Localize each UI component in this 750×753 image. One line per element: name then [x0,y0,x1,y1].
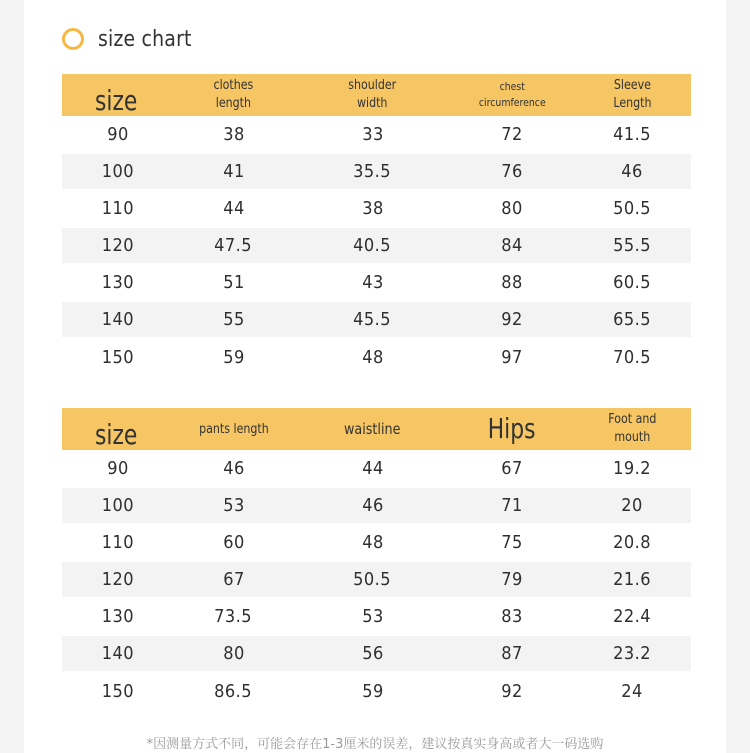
measurement-cell [573,338,691,375]
cell-value: 46 [361,495,384,516]
cell-value: 150 [101,346,134,368]
measurement-cell [173,153,294,190]
cell-value: 40.5 [353,235,392,256]
cell-value: 20 [621,495,643,516]
size-cell [62,153,173,190]
measurement-cell [294,561,451,598]
size-cell [62,301,173,338]
size-cell [62,227,173,264]
measurement-cell [451,153,573,190]
measurement-cell [294,227,451,264]
cell-value: 73.5 [214,606,253,627]
measurement-cell [573,598,691,635]
cell-value: 120 [101,235,134,256]
section-title: size chart [98,26,192,52]
cell-value: 80 [222,643,245,664]
table-row [62,190,691,227]
table-row [62,264,691,301]
measurement-cell [451,450,573,487]
measurement-cell [451,561,573,598]
cell-value: 79 [501,569,523,590]
cell-value: 46 [222,457,245,479]
measurement-cell [173,450,294,487]
measurement-cell [451,116,573,153]
cell-value: 33 [361,123,384,145]
measurement-cell [173,116,294,153]
cell-value: 67 [222,569,245,590]
cell-value: 87 [501,643,523,664]
cell-value: 71 [501,495,523,516]
table-row [62,450,691,487]
header-label: shoulder width [348,78,397,111]
measurement-cell [451,487,573,524]
size-cell [62,672,173,709]
cell-value: 23.2 [613,643,651,664]
size-cell [62,598,173,635]
circle-bullet-icon [62,28,84,50]
cell-value: 80 [501,198,523,219]
cell-value: 90 [106,457,129,479]
measurement-cell [451,672,573,709]
table-header-row [62,408,691,450]
measurement-cell [173,338,294,375]
measurement-cell [573,301,691,338]
measurement-cell [173,227,294,264]
cell-value: 24 [621,680,643,702]
table-row [62,635,691,672]
cell-value: 97 [501,346,523,368]
size-cell [62,190,173,227]
cell-value: 44 [361,457,384,479]
cell-value: 72 [501,123,523,145]
cell-value: 43 [361,272,384,293]
measurement-cell [451,524,573,561]
table-row [62,524,691,561]
size-cell [62,561,173,598]
measurement-cell [573,450,691,487]
header-cell [451,74,573,116]
measurement-cell [173,264,294,301]
bottom-size-table [62,408,691,709]
header-label: waistline [344,419,401,438]
header-cell [294,74,451,116]
cell-value: 59 [361,680,384,702]
table-row [62,338,691,375]
header-cell [294,408,451,450]
measurement-cell [173,598,294,635]
measurement-cell [173,487,294,524]
cell-value: 86.5 [214,680,253,702]
measurement-cell [294,264,451,301]
table-row [62,672,691,709]
table-row [62,487,691,524]
header-label: clothes length [213,78,254,111]
cell-value: 83 [501,606,523,627]
cell-value: 140 [101,309,134,330]
measurement-cell [173,672,294,709]
measurement-cell [451,190,573,227]
size-cell [62,116,173,153]
cell-value: 130 [101,272,134,293]
cell-value: 100 [101,161,134,182]
cell-value: 84 [501,235,523,256]
cell-value: 41 [222,161,245,182]
cell-value: 50.5 [613,198,651,219]
measurement-cell [173,561,294,598]
measurement-cell [294,598,451,635]
cell-value: 100 [101,495,134,516]
cell-value: 67 [501,457,523,479]
cell-value: 55.5 [613,235,651,256]
cell-value: 60.5 [613,272,651,293]
header-cell [173,408,294,450]
cell-value: 140 [101,643,134,664]
measurement-cell [173,524,294,561]
cell-value: 41.5 [613,123,651,145]
measurement-cell [294,487,451,524]
cell-value: 21.6 [613,569,651,590]
measurement-cell [573,561,691,598]
measurement-cell [173,301,294,338]
cell-value: 56 [361,643,384,664]
header-cell [573,408,691,450]
measurement-cell [294,338,451,375]
measurement-cell [451,301,573,338]
measurement-cell [573,153,691,190]
measurement-cell [451,598,573,635]
measurement-cell [451,227,573,264]
size-cell [62,487,173,524]
measurement-cell [451,338,573,375]
cell-value: 110 [101,198,134,219]
cell-value: 60 [222,532,245,553]
cell-value: 53 [222,495,245,516]
measurement-cell [294,116,451,153]
cell-value: 46 [621,161,643,182]
table-row [62,116,691,153]
measurement-cell [294,190,451,227]
cell-value: 51 [222,272,245,293]
header-label: Sleeve Length [612,78,652,111]
size-cell [62,635,173,672]
header-label: Hips [488,412,536,445]
cell-value: 44 [222,198,245,219]
table-row [62,227,691,264]
header-cell [451,408,573,450]
measurement-cell [173,190,294,227]
header-label: chest circumference [478,80,546,109]
cell-value: 48 [361,532,384,553]
cell-value: 20.8 [613,532,651,553]
table-header-row [62,74,691,116]
cell-value: 59 [222,346,245,368]
table-row [62,153,691,190]
header-label: pants length [198,421,269,437]
cell-value: 38 [222,123,245,145]
cell-value: 75 [501,532,523,553]
cell-value: 53 [361,606,384,627]
cell-value: 55 [222,309,245,330]
cell-value: 130 [101,606,134,627]
measurement-cell [573,524,691,561]
measurement-cell [573,635,691,672]
size-cell [62,338,173,375]
size-cell [62,450,173,487]
cell-value: 92 [501,309,523,330]
header-cell [62,74,173,116]
measurement-cell [573,264,691,301]
section-heading [62,24,207,54]
header-cell [173,74,294,116]
measurement-cell [294,450,451,487]
measurement-cell [294,672,451,709]
cell-value: 22.4 [613,606,651,627]
cell-value: 48 [361,346,384,368]
header-label: size [95,84,138,117]
measurement-cell [173,635,294,672]
cell-value: 45.5 [353,309,392,330]
header-label: Foot and mouth [607,412,657,445]
table-row [62,561,691,598]
measurement-cell [573,227,691,264]
measurement-cell [294,153,451,190]
table-row [62,598,691,635]
cell-value: 150 [101,680,134,702]
measurement-cell [294,635,451,672]
size-cell [62,264,173,301]
header-cell [573,74,691,116]
cell-value: 38 [361,198,384,219]
header-cell [62,408,173,450]
measurement-cell [573,487,691,524]
measurement-cell [294,524,451,561]
cell-value: 92 [501,680,523,702]
cell-value: 110 [101,532,134,553]
measurement-cell [573,190,691,227]
cell-value: 88 [501,272,523,293]
measurement-cell [573,116,691,153]
table-row [62,301,691,338]
cell-value: 90 [106,123,129,145]
measurement-cell [451,635,573,672]
cell-value: 35.5 [353,161,392,182]
size-cell [62,524,173,561]
cell-value: 120 [101,569,134,590]
cell-value: 19.2 [613,457,651,479]
cell-value: 65.5 [613,309,651,330]
measurement-cell [573,672,691,709]
cell-value: 50.5 [353,569,392,590]
header-label: size [95,418,138,451]
measurement-cell [451,264,573,301]
measurement-footnote: *因测量方式不同，可能会存在1-3厘米的误差，建议按真实身高或者大一码选购 [146,737,604,752]
cell-value: 47.5 [214,235,253,256]
top-size-table [62,74,691,375]
cell-value: 70.5 [613,346,651,368]
measurement-cell [294,301,451,338]
cell-value: 76 [501,161,523,182]
